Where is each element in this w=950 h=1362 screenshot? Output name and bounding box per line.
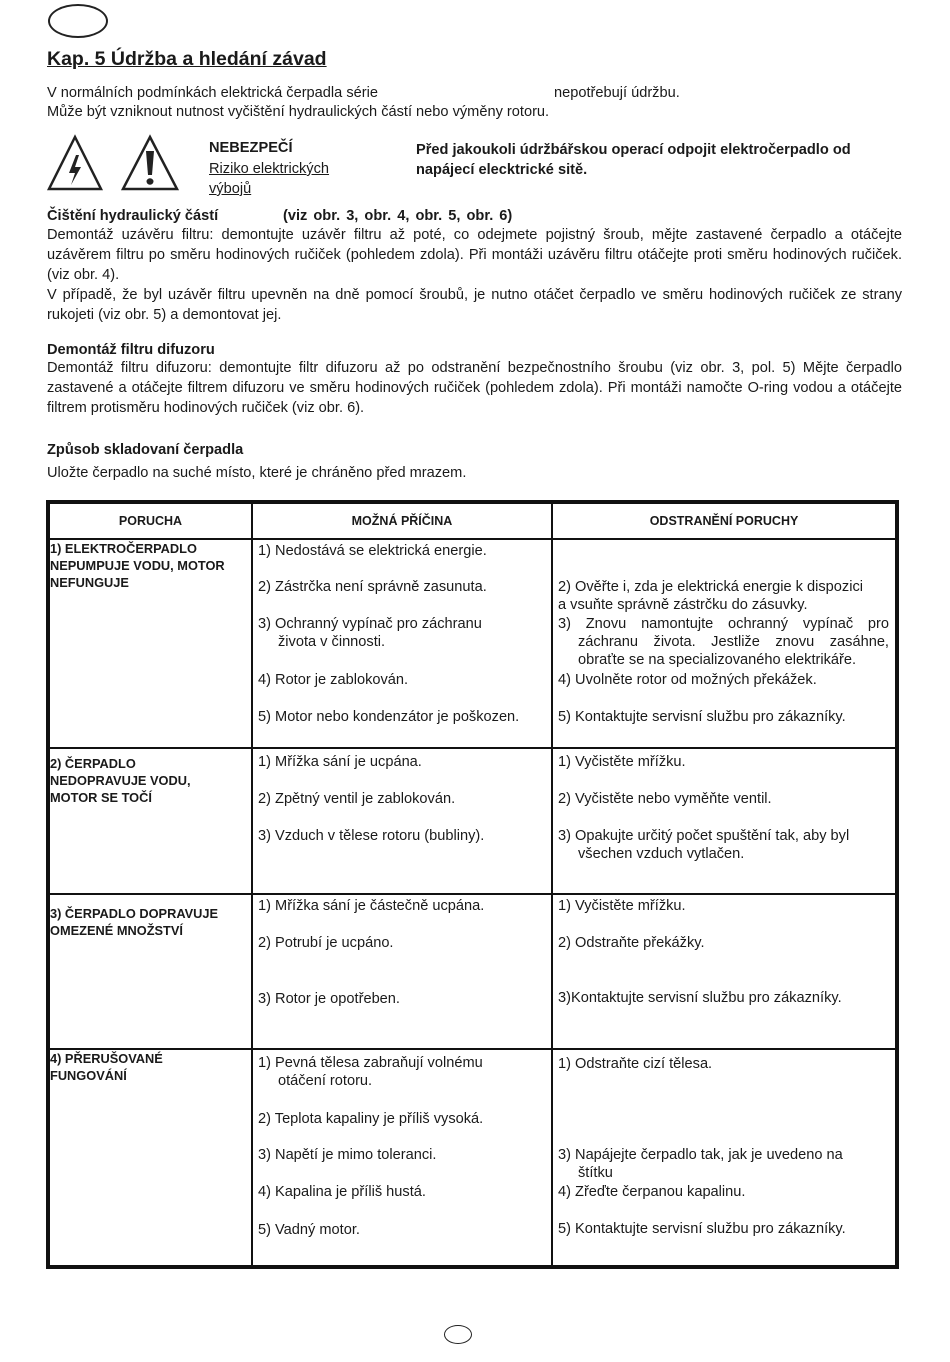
diffuser-heading: Demontáž filtru difuzoru: [47, 342, 215, 358]
page-number-oval: [444, 1325, 472, 1344]
header-remedy: ODSTRANĚNÍ PORUCHY: [552, 502, 897, 539]
fault-line: FUNGOVÁNÍ: [50, 1068, 127, 1083]
table-row: [48, 894, 897, 1049]
fault-cell: [48, 1049, 252, 1267]
electric-hazard-icon: [46, 134, 104, 192]
remedy-item: [558, 827, 889, 863]
fault-line: NEFUNGUJE: [50, 575, 129, 590]
cause-line: 3) Ochranný vypínač pro záchranu: [258, 616, 482, 632]
remedy-item: [558, 578, 889, 614]
cleaning-paragraph-2: V případě, že byl uzávěr filtru upevněn na dně pomocí šroubů, je nutno otáčet čerpadlo ve směru hodinových ručiček ze strany rukojeti (viz obr. 5) a demontovat jej.: [47, 287, 902, 323]
remedy-cell: [552, 748, 897, 894]
page-title: Kap. 5 Údržba a hledání závad: [47, 48, 327, 70]
cleaning-figure-ref: (viz obr. 3, obr. 4, obr. 5, obr. 6): [283, 208, 513, 224]
remedy-item: [558, 615, 889, 669]
remedy-line: 3) Opakujte určitý počet spuštění tak, aby byl: [558, 828, 850, 844]
exclamation-warning-icon: [120, 134, 180, 192]
remedy-item: 5) Kontaktujte servisní službu pro zákazníky.: [558, 1221, 846, 1237]
danger-warning-line-1: Před jakoukoli údržbářskou operací odpojit elektročerpadlo od: [416, 142, 851, 158]
fault-line: MOTOR SE TOČÍ: [50, 790, 152, 805]
cause-item: [258, 1054, 545, 1090]
troubleshooting-table: [46, 500, 899, 1269]
cleaning-paragraph-1: Demontáž uzávěru filtru: demontujte uzávěr filtru až poté, co odejmete pojistný šroub, mějte zastavené čerpadlo a otáčejte uzávěrem filtru po směru hodinových ručiček (pohledem zdola). Při montáži uzávěru filtru otáčejte proti směru hodinových ručiček. (viz obr. 4).: [47, 227, 902, 283]
remedy-item: 2) Vyčistěte nebo vyměňte ventil.: [558, 791, 772, 807]
cause-item: 1) Mřížka sání je ucpána.: [258, 754, 422, 770]
table-row: [48, 748, 897, 894]
storage-paragraph: Uložte čerpadlo na suché místo, které je chráněno před mrazem.: [47, 465, 467, 481]
cause-item: 1) Nedostává se elektrická energie.: [258, 543, 487, 559]
header-fault: PORUCHA: [48, 502, 252, 539]
remedy-item: [558, 1146, 889, 1182]
remedy-line: záchranu života. Jestliže znovu zasáhne,: [578, 634, 889, 650]
intro-line-2: Může být vzniknout nutnost vyčištění hydraulických částí nebo výměny rotoru.: [47, 104, 550, 120]
remedy-item: 4) Zřeďte čerpanou kapalinu.: [558, 1184, 746, 1200]
diffuser-paragraph: Demontáž filtru difuzoru: demontujte filtr difuzoru až po odstranění bezpečnostního šroubu (viz obr. 3, pol. 5) Mějte čerpadlo zastavené a otáčejte filtrem difuzoru ve směru hodinových ručiček (pohledem zdola). Při montáži namočte O-ring vodou a otáčejte filtrem protisměru hodinových ručiček (viz obr. 6).: [47, 360, 902, 416]
fault-line: 2) ČERPADLO: [50, 756, 136, 771]
remedy-line: štítku: [578, 1165, 613, 1181]
remedy-item: 3)Kontaktujte servisní službu pro zákazníky.: [558, 990, 842, 1006]
danger-subtitle-line-2: výbojů: [209, 181, 252, 197]
cause-item: 3) Rotor je opotřeben.: [258, 991, 400, 1007]
language-badge-oval: [48, 4, 108, 38]
intro-line-1a: V normálních podmínkách elektrická čerpadla série: [47, 85, 378, 101]
cause-item: 2) Zástrčka není správně zasunuta.: [258, 579, 487, 595]
remedy-item: 2) Odstraňte překážky.: [558, 935, 705, 951]
fault-cell: [48, 539, 252, 748]
danger-label: NEBEZPEČÍ: [209, 140, 293, 156]
fault-line: 4) PŘERUŠOVANÉ: [50, 1051, 163, 1066]
table-row: [48, 539, 897, 748]
cause-line: života v činnosti.: [278, 634, 386, 650]
cause-cell: [252, 1049, 552, 1267]
cause-item: [258, 615, 545, 651]
fault-line: NEDOPRAVUJE VODU,: [50, 773, 191, 788]
cause-line: otáčení rotoru.: [278, 1073, 373, 1089]
remedy-item: 1) Vyčistěte mřížku.: [558, 898, 686, 914]
table-header-row: [48, 502, 897, 539]
fault-line: 1) ELEKTROČERPADLO: [50, 541, 197, 556]
fault-line: NEPUMPUJE VODU, MOTOR: [50, 558, 225, 573]
remedy-cell: [552, 1049, 897, 1267]
danger-subtitle-line-1: Riziko elektrických: [209, 161, 330, 177]
cause-item: 2) Potrubí je ucpáno.: [258, 935, 394, 951]
storage-heading: Způsob skladovaní čerpadla: [47, 442, 244, 458]
remedy-item: 1) Odstraňte cizí tělesa.: [558, 1056, 713, 1072]
fault-line: 3) ČERPADLO DOPRAVUJE: [50, 906, 219, 921]
table-row: [48, 1049, 897, 1267]
remedy-item: 1) Vyčistěte mřížku.: [558, 754, 686, 770]
remedy-line: všechen vzduch vytlačen.: [578, 846, 745, 862]
danger-warning: [416, 140, 906, 180]
remedy-item: 4) Uvolněte rotor od možných překážek.: [558, 672, 817, 688]
remedy-line: obraťte se na specializovaného elektrikáře.: [578, 652, 857, 668]
cause-item: 2) Zpětný ventil je zablokován.: [258, 791, 456, 807]
cleaning-heading: Čištění hydraulický částí: [47, 208, 219, 224]
remedy-line: a vsuňte správně zástrčku do zásuvky.: [558, 597, 808, 613]
cause-item: 3) Vzduch v tělese rotoru (bubliny).: [258, 828, 485, 844]
cause-item: 4) Rotor je zablokován.: [258, 672, 409, 688]
fault-line: OMEZENÉ MNOŽSTVÍ: [50, 923, 183, 938]
remedy-line: 3) Napájejte čerpadlo tak, jak je uvedeno na: [558, 1147, 843, 1163]
remedy-item: 5) Kontaktujte servisní službu pro zákazníky.: [558, 709, 846, 725]
cause-line: 1) Pevná tělesa zabraňují volnému: [258, 1055, 483, 1071]
cause-item: 2) Teplota kapaliny je příliš vysoká.: [258, 1111, 484, 1127]
fault-cell: [48, 748, 252, 894]
cause-item: 5) Motor nebo kondenzátor je poškozen.: [258, 709, 520, 725]
danger-warning-line-2: napájecí elecktrické sitě.: [416, 162, 588, 178]
cause-item: 5) Vadný motor.: [258, 1222, 360, 1238]
remedy-line: 3) Znovu namontujte ochranný vypínač pro: [558, 616, 889, 632]
cause-cell: [252, 748, 552, 894]
intro-line-1b: nepotřebují údržbu.: [554, 85, 680, 101]
remedy-cell: [552, 894, 897, 1049]
cause-cell: [252, 539, 552, 748]
danger-subtitle: [209, 159, 329, 199]
cause-item: 1) Mřížka sání je částečně ucpána.: [258, 898, 485, 914]
remedy-cell: [552, 539, 897, 748]
cause-cell: [252, 894, 552, 1049]
header-cause: MOŽNÁ PŘÍČINA: [252, 502, 552, 539]
remedy-line: 2) Ověřte i, zda je elektrická energie k dispozici: [558, 579, 863, 595]
fault-cell: [48, 894, 252, 1049]
cause-item: 3) Napětí je mimo toleranci.: [258, 1147, 437, 1163]
cause-item: 4) Kapalina je příliš hustá.: [258, 1184, 426, 1200]
